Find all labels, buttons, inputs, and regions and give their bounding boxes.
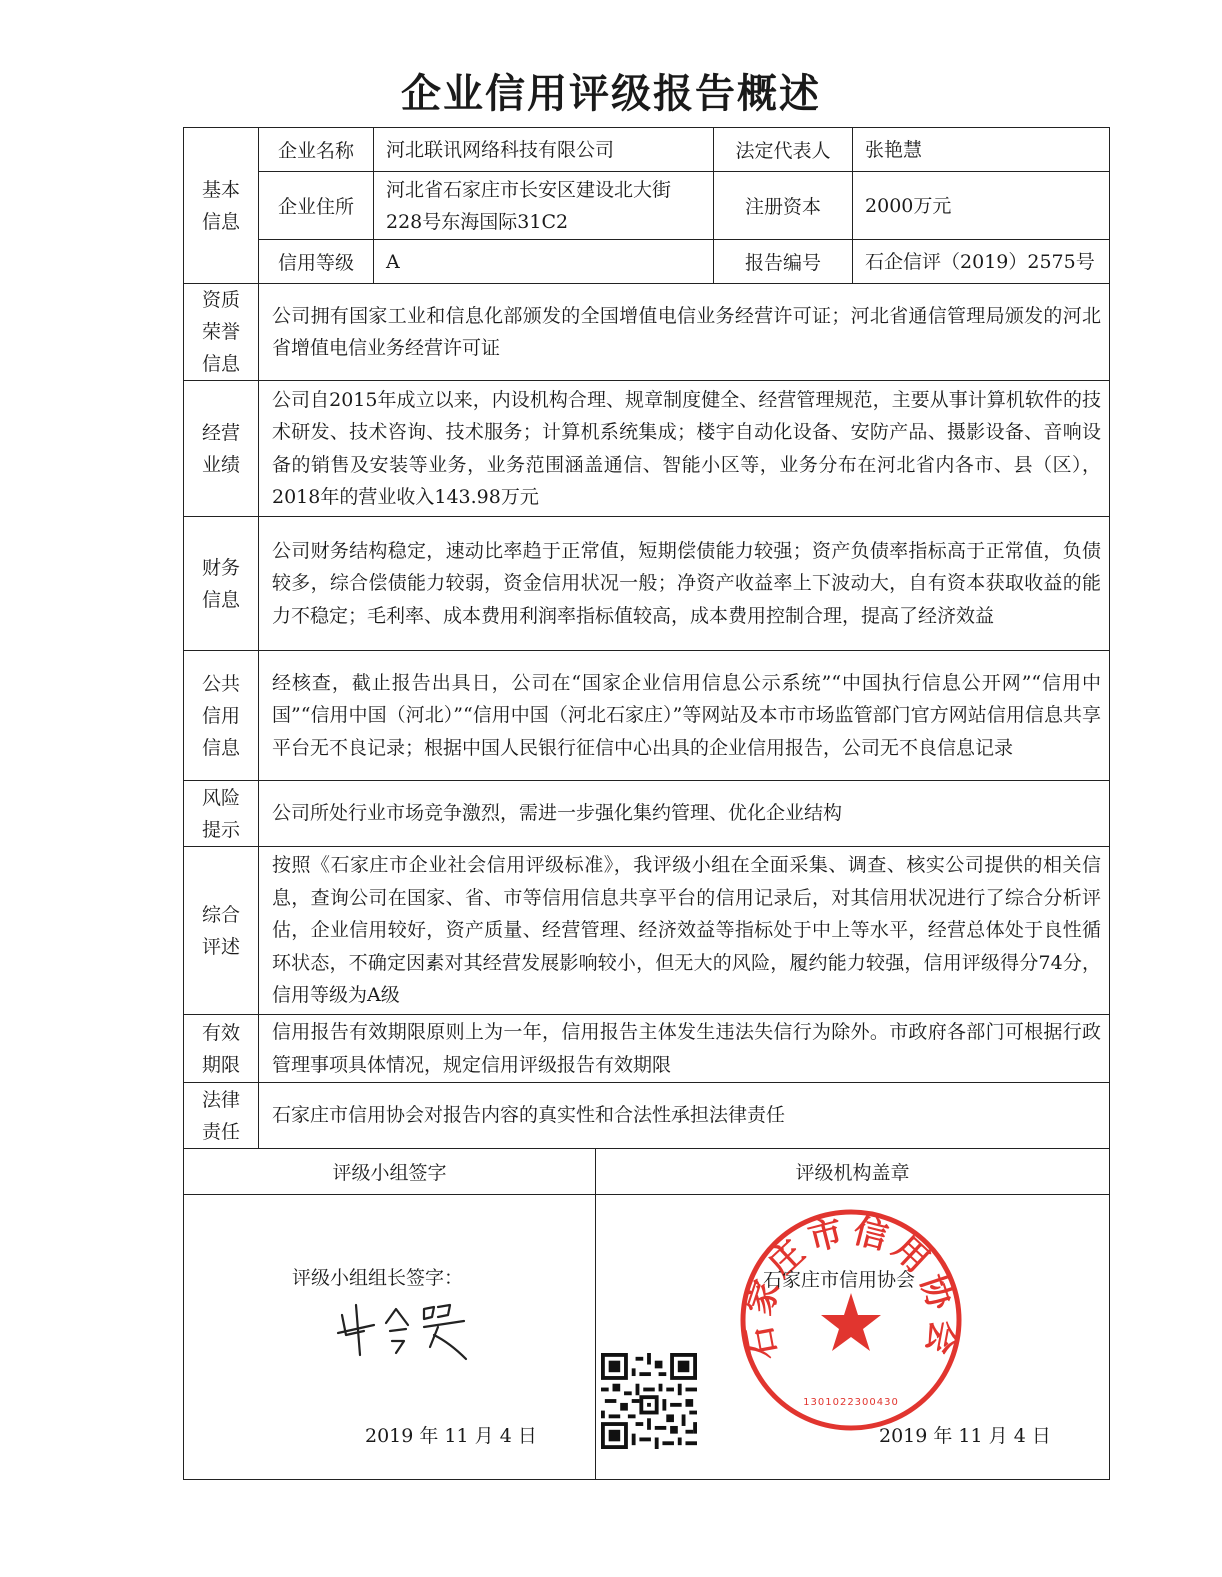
seal-date: 2019 年 11 月 4 日 — [879, 1425, 1051, 1447]
legal-rep-value: 张艳慧 — [853, 128, 1110, 172]
section-row — [184, 381, 1110, 517]
address-label: 企业住所 — [259, 172, 374, 240]
signature-date: 2019 年 11 月 4 日 — [365, 1425, 537, 1447]
section-row — [184, 1015, 1110, 1083]
legal-rep-label: 法定代表人 — [714, 128, 853, 172]
section-title: 有效 期限 — [184, 1015, 259, 1083]
section-text: 石家庄市信用协会对报告内容的真实性和合法性承担法律责任 — [259, 1083, 1110, 1149]
seal-ring-text: 石家庄市信用协会 — [738, 1210, 964, 1364]
report-table — [183, 127, 1110, 1480]
seal-org-name: 石家庄市信用协会 — [763, 1269, 916, 1291]
section-title: 经营 业绩 — [184, 381, 259, 517]
report-no-label: 报告编号 — [714, 240, 853, 284]
section-text: 公司财务结构稳定，速动比率趋于正常值，短期偿债能力较强；资产负债率指标高于正常值，负债较多，综合偿债能力较弱，资金信用状况一般；净资产收益率上下波动大，自有资本获取收益的能力不稳定；毛利率、成本费用利润率指标值较高，成本费用控制合理，提高了经济效益 — [259, 517, 1110, 651]
section-text: 信用报告有效期限原则上为一年，信用报告主体发生违法失信行为除外。市政府各部门可根据行政管理事项具体情况，规定信用评级报告有效期限 — [259, 1015, 1110, 1083]
basic-row-2 — [184, 172, 1110, 240]
basic-row-1 — [184, 128, 1110, 172]
official-seal — [736, 1205, 966, 1435]
section-row — [184, 517, 1110, 651]
seal-cell — [596, 1195, 1110, 1480]
footer-body-row — [184, 1195, 1110, 1480]
qr-code-icon — [601, 1353, 697, 1449]
capital-label: 注册资本 — [714, 172, 853, 240]
signature-cell — [184, 1195, 596, 1480]
report-no-value: 石企信评（2019）2575号 — [853, 240, 1110, 284]
seal-number: 1301022300430 — [803, 1397, 899, 1408]
section-title: 财务 信息 — [184, 517, 259, 651]
section-row — [184, 781, 1110, 847]
section-title: 法律 责任 — [184, 1083, 259, 1149]
section-row — [184, 651, 1110, 781]
capital-value: 2000万元 — [853, 172, 1110, 240]
section-text: 公司拥有国家工业和信息化部颁发的全国增值电信业务经营许可证；河北省通信管理局颁发的河北省增值电信业务经营许可证 — [259, 284, 1110, 381]
group-signature-header: 评级小组签字 — [184, 1149, 596, 1195]
agency-seal-header: 评级机构盖章 — [596, 1149, 1110, 1195]
address-value: 河北省石家庄市长安区建设北大街228号东海国际31C2 — [374, 172, 714, 240]
section-text: 按照《石家庄市企业社会信用评级标准》，我评级小组在全面采集、调查、核实公司提供的相关信息，查询公司在国家、省、市等信用信息共享平台的信用记录后，对其信用状况进行了综合分析评估，企业信用较好，资产质量、经营管理、经济效益等指标处于中上等水平，经营总体处于良性循环状态，不确定因素对其经营发展影响较小，但无大的风险，履约能力较强，信用评级得分74分，信用等级为A级 — [259, 847, 1110, 1015]
handwritten-signature — [334, 1295, 484, 1370]
basic-row-3 — [184, 240, 1110, 284]
grade-value: A — [374, 240, 714, 284]
section-title: 风险 提示 — [184, 781, 259, 847]
footer-header-row — [184, 1149, 1110, 1195]
company-name-value: 河北联讯网络科技有限公司 — [374, 128, 714, 172]
section-title: 资质 荣誉 信息 — [184, 284, 259, 381]
section-text: 经核查，截止报告出具日，公司在“国家企业信用信息公示系统”“中国执行信息公开网”“信用中国”“信用中国（河北）”“信用中国（河北石家庄）”等网站及本市市场监管部门官方网站信用信息共享平台无不良记录；根据中国人民银行征信中心出具的企业信用报告，公司无不良信息记录 — [259, 651, 1110, 781]
signature-label: 评级小组组长签字： — [292, 1267, 464, 1289]
star-icon — [821, 1293, 881, 1351]
grade-label: 信用等级 — [259, 240, 374, 284]
section-text: 公司自2015年成立以来，内设机构合理、规章制度健全、经营管理规范，主要从事计算机软件的技术研发、技术咨询、技术服务；计算机系统集成；楼宇自动化设备、安防产品、摄影设备、音响设备的销售及安装等业务，业务范围涵盖通信、智能小区等，业务分布在河北省内各市、县（区），2018年的营业收入143.98万元 — [259, 381, 1110, 517]
section-row — [184, 1083, 1110, 1149]
company-name-label: 企业名称 — [259, 128, 374, 172]
section-text: 公司所处行业市场竞争激烈，需进一步强化集约管理、优化企业结构 — [259, 781, 1110, 847]
document-title: 企业信用评级报告概述 — [401, 71, 821, 117]
section-title: 公共 信用 信息 — [184, 651, 259, 781]
section-row — [184, 284, 1110, 381]
section-title: 综合 评述 — [184, 847, 259, 1015]
section-title-basic: 基本 信息 — [184, 128, 259, 284]
section-row — [184, 847, 1110, 1015]
